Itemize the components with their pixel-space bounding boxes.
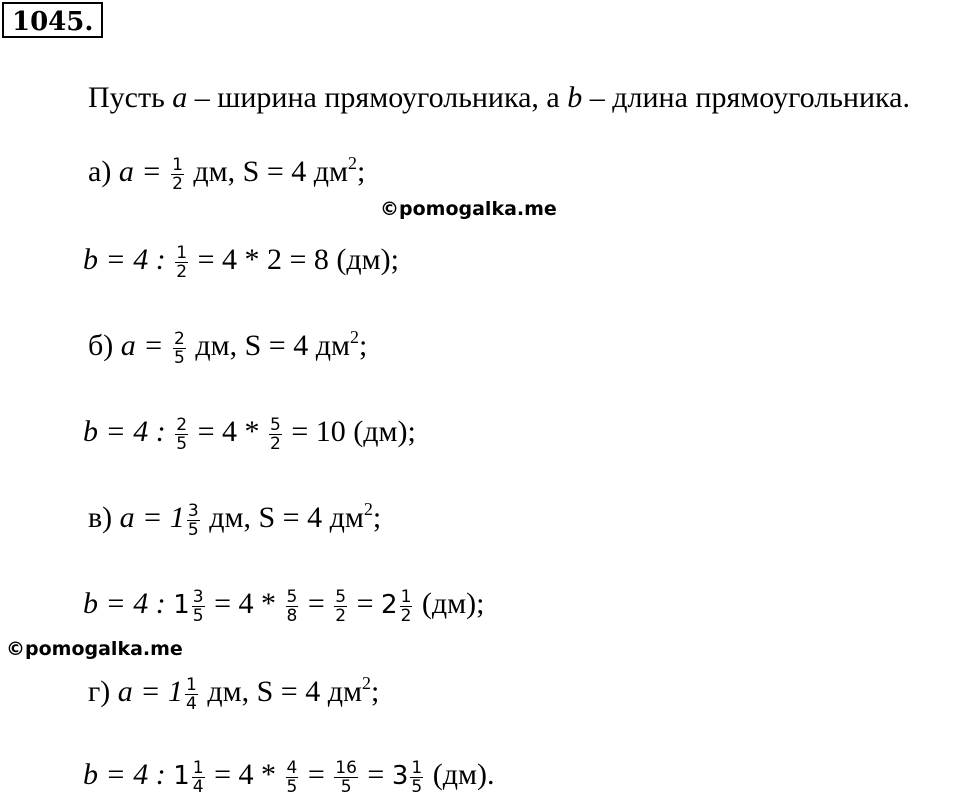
fraction — [175, 416, 188, 453]
fraction-numerator: 4 — [286, 757, 298, 778]
case-c-sol-post: (дм); — [414, 587, 485, 620]
case-a-sol-post: = 4 * 2 = 8 (дм); — [190, 243, 399, 276]
case-c-sol-pre: b = 4 : — [83, 587, 174, 620]
fraction-numerator: 3 — [187, 500, 199, 521]
fraction-denominator: 2 — [172, 173, 183, 194]
fraction — [185, 676, 198, 713]
case-d-cond-post: дм, S = 4 дм — [199, 675, 362, 708]
case-d-condition — [88, 672, 379, 713]
problem-number: 1045. — [2, 2, 103, 38]
intro-part3: – длина прямоугольника. — [582, 81, 910, 114]
exponent: 2 — [349, 327, 359, 347]
case-d-sol-mid1: = 4 * — [206, 758, 284, 791]
fraction — [334, 759, 358, 796]
fraction-numerator: 1 — [411, 757, 423, 778]
intro-part1: Пусть — [88, 81, 173, 114]
fraction-denominator: 5 — [192, 605, 204, 626]
case-c-sol-mid3: = — [349, 587, 382, 620]
fraction-denominator: 2 — [400, 605, 412, 626]
case-c-end: ; — [372, 501, 382, 534]
case-b-cond-post: дм, S = 4 дм — [187, 329, 350, 362]
fraction-numerator: 3 — [192, 586, 204, 607]
fraction-numerator: 5 — [286, 586, 298, 607]
fraction-denominator: 2 — [176, 261, 188, 282]
fraction-numerator: 5 — [269, 414, 281, 435]
fraction-denominator: 4 — [192, 776, 204, 797]
case-a-solution — [83, 240, 399, 281]
exponent: 2 — [363, 499, 373, 519]
case-b-sol-pre: b = 4 : — [83, 415, 174, 448]
case-a-label: а) — [88, 155, 112, 188]
fraction-numerator: 16 — [335, 757, 357, 778]
case-a-cond-post: дм, S = 4 дм — [185, 155, 348, 188]
fraction — [400, 588, 413, 625]
fraction — [269, 416, 282, 453]
case-b-label: б) — [88, 329, 114, 362]
fraction — [173, 330, 186, 367]
fraction-numerator: 1 — [192, 757, 204, 778]
watermark: ©pomogalka.me — [380, 198, 557, 220]
case-c-solution — [83, 584, 484, 625]
exponent: 2 — [348, 153, 357, 173]
fraction — [334, 588, 347, 625]
fraction-numerator: 1 — [176, 242, 188, 263]
case-b-sol-mid: = 4 * — [190, 415, 267, 448]
fraction-numerator: 1 — [186, 674, 197, 695]
watermark: ©pomogalka.me — [6, 638, 183, 660]
fraction-denominator: 8 — [286, 605, 298, 626]
exponent: 2 — [361, 673, 371, 693]
case-a-cond-pre: a = — [118, 155, 170, 188]
fraction-numerator: 5 — [335, 586, 347, 607]
fraction — [187, 502, 200, 539]
fraction-denominator: 5 — [187, 519, 199, 540]
intro-part2: – ширина прямоугольника, а — [187, 81, 568, 114]
fraction — [171, 156, 184, 193]
fraction-denominator: 5 — [411, 776, 423, 797]
fraction — [175, 244, 188, 281]
case-b-sol-post: = 10 (дм); — [283, 415, 416, 448]
mixed-integer: 1 — [173, 590, 190, 620]
fraction-denominator: 4 — [186, 693, 197, 714]
fraction — [286, 759, 299, 796]
fraction-numerator: 2 — [176, 414, 188, 435]
case-c-label: в) — [88, 501, 113, 534]
case-c-cond-post: дм, S = 4 дм — [201, 501, 364, 534]
fraction — [286, 588, 299, 625]
mixed-integer: 1 — [173, 761, 190, 791]
case-d-sol-post: (дм). — [425, 758, 495, 791]
case-a-end: ; — [357, 155, 366, 188]
case-c-sol-mid2: = — [300, 587, 333, 620]
fraction — [192, 588, 205, 625]
case-c-cond-pre: a = 1 — [119, 501, 185, 534]
case-c-sol-mid1: = 4 * — [206, 587, 284, 620]
case-a-sol-pre: b = 4 : — [83, 243, 174, 276]
case-d-solution — [83, 755, 494, 796]
fraction — [410, 759, 423, 796]
fraction-numerator: 2 — [174, 328, 185, 349]
case-a-condition — [88, 152, 365, 193]
fraction-denominator: 2 — [269, 433, 281, 454]
case-c-condition — [88, 498, 381, 539]
case-b-condition — [88, 326, 367, 367]
case-b-solution — [83, 412, 416, 453]
fraction-denominator: 5 — [176, 433, 188, 454]
var-a: a — [172, 81, 188, 114]
intro-text — [88, 78, 910, 118]
fraction-numerator: 1 — [172, 154, 183, 175]
case-d-end: ; — [370, 675, 380, 708]
case-b-cond-pre: a = — [120, 329, 172, 362]
var-b: b — [567, 81, 583, 114]
case-d-label: г) — [88, 675, 111, 708]
fraction-numerator: 1 — [400, 586, 412, 607]
fraction — [192, 759, 205, 796]
fraction-denominator: 5 — [286, 776, 298, 797]
case-d-sol-pre: b = 4 : — [83, 758, 174, 791]
case-d-sol-mid3: = — [359, 758, 392, 791]
case-d-cond-pre: a = 1 — [117, 675, 184, 708]
fraction-denominator: 5 — [340, 776, 352, 797]
mixed-integer: 3 — [391, 761, 409, 791]
mixed-integer: 2 — [381, 590, 398, 620]
fraction-denominator: 2 — [335, 605, 347, 626]
case-b-end: ; — [358, 329, 368, 362]
fraction-denominator: 5 — [174, 347, 185, 368]
case-d-sol-mid2: = — [300, 758, 333, 791]
